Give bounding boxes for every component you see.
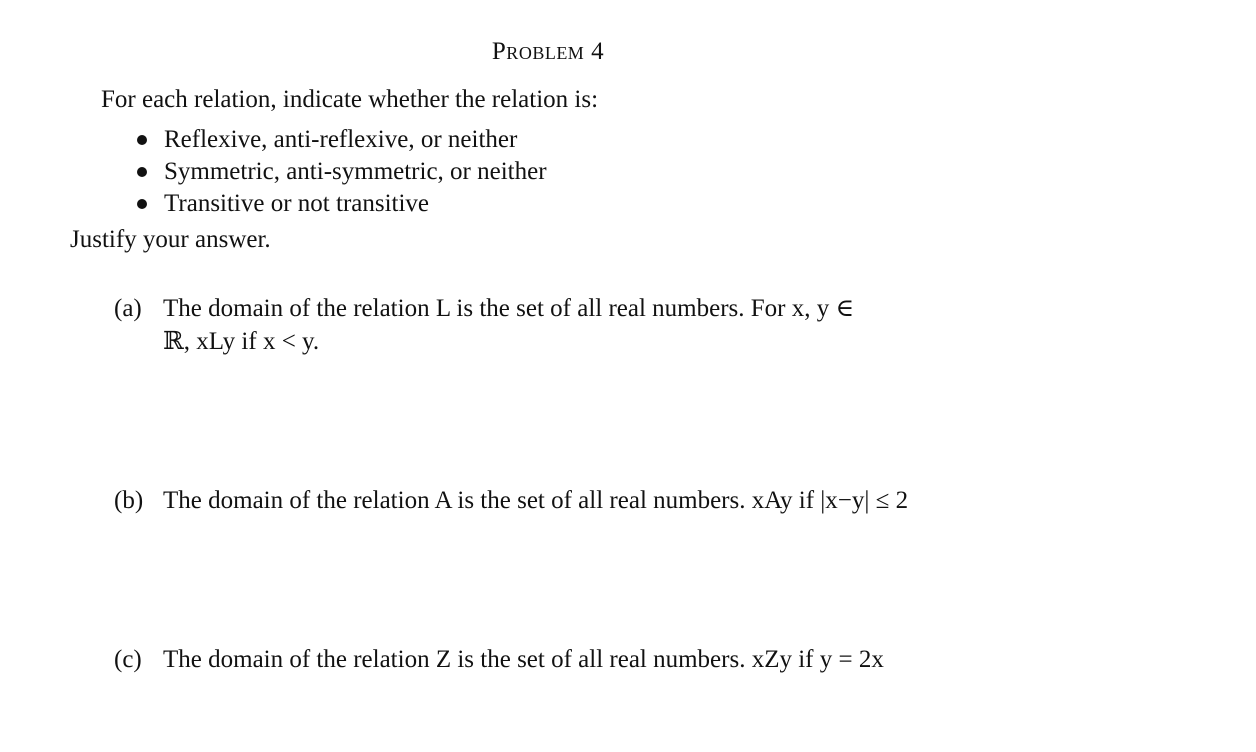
property-list (135, 124, 547, 220)
part-a-label: (a) (114, 295, 142, 322)
list-item (135, 188, 547, 220)
part-a-body (163, 292, 854, 358)
list-item-text: Transitive or not transitive (164, 190, 430, 217)
part-c-label: (c) (114, 646, 142, 673)
list-item (135, 124, 547, 156)
problem-title-word: Problem (491, 38, 585, 65)
bullet-icon (137, 199, 147, 209)
justify-instruction: Justify your answer. (70, 226, 271, 253)
part-a-line-2: ℝ, xLy if x < y. (163, 328, 320, 355)
part-c-text: The domain of the relation Z is the set of all real numbers. xZy if y = 2x (163, 646, 884, 673)
problem-title (0, 38, 1096, 66)
list-item (135, 156, 547, 188)
bullet-icon (137, 167, 147, 177)
part-b-label: (b) (114, 487, 144, 514)
problem-title-number: 4 (591, 38, 605, 65)
part-b-text: The domain of the relation A is the set of all real numbers. xAy if |x−y| ≤ 2 (163, 487, 909, 514)
list-item-text: Symmetric, anti-symmetric, or neither (164, 158, 547, 185)
part-a-line-1: The domain of the relation L is the set of all real numbers. For x, y ∈ (163, 295, 855, 322)
intro-text: For each relation, indicate whether the relation is: (101, 86, 599, 113)
list-item-text: Reflexive, anti-reflexive, or neither (164, 126, 518, 153)
bullet-icon (137, 135, 147, 145)
